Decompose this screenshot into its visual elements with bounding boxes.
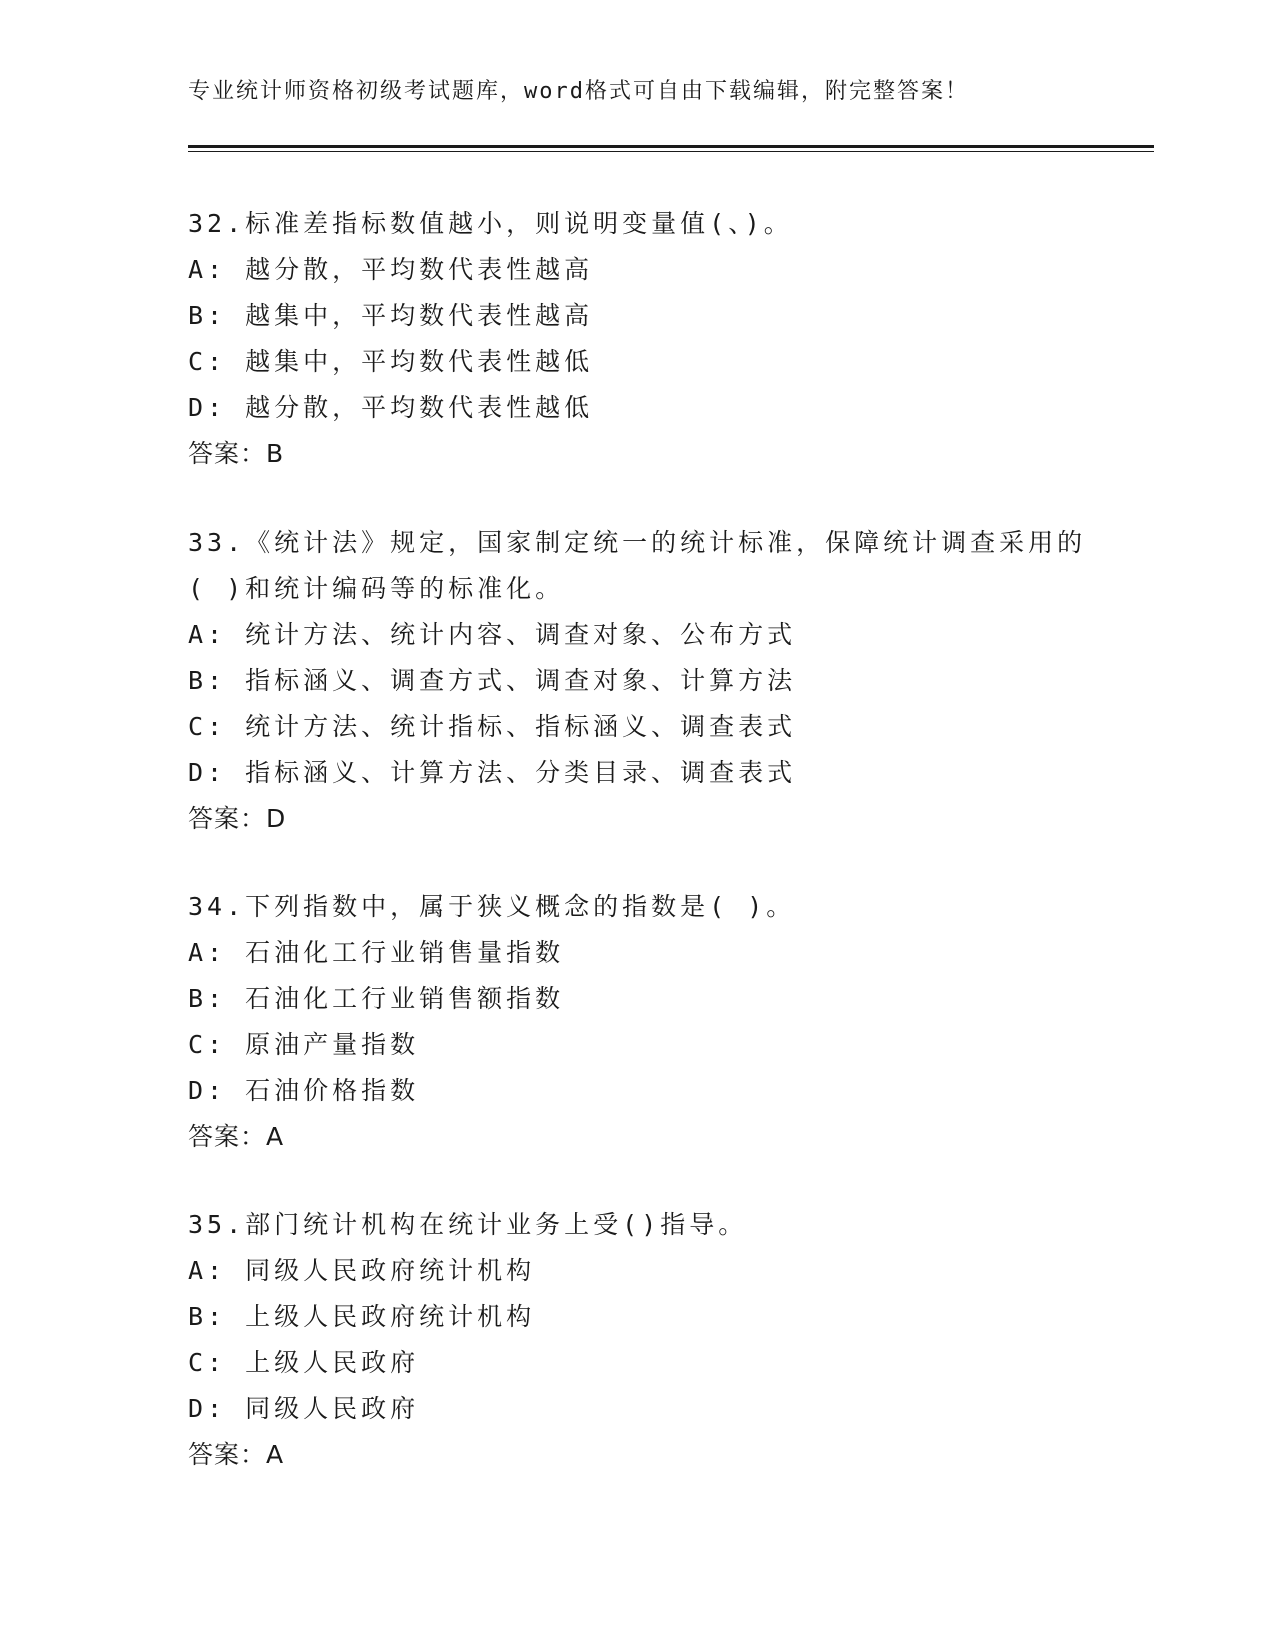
question-33 xyxy=(188,520,1148,842)
option-a: A: 越分散，平均数代表性越高 xyxy=(188,255,594,284)
option-c: C: 上级人民政府 xyxy=(188,1348,420,1377)
question-35 xyxy=(188,1202,1148,1478)
option-d: D: 同级人民政府 xyxy=(188,1394,420,1423)
question-stem: 34.下列指数中，属于狭义概念的指数是( )。 xyxy=(188,892,796,921)
option-d: D: 石油价格指数 xyxy=(188,1076,420,1105)
option-d: D: 越分散，平均数代表性越低 xyxy=(188,393,594,422)
question-stem: 33.《统计法》规定，国家制定统一的统计标准，保障统计调查采用的 xyxy=(188,528,1087,557)
option-b: B: 指标涵义、调查方式、调查对象、计算方法 xyxy=(188,666,797,695)
option-b: B: 越集中，平均数代表性越高 xyxy=(188,301,594,330)
answer-text: 答案：D xyxy=(188,804,287,833)
option-a: A: 石油化工行业销售量指数 xyxy=(188,938,565,967)
header-rule-thin xyxy=(188,151,1154,152)
question-stem: 32.标准差指标数值越小，则说明变量值(、)。 xyxy=(188,209,793,238)
question-34 xyxy=(188,884,1148,1160)
option-c: C: 统计方法、统计指标、指标涵义、调查表式 xyxy=(188,712,797,741)
question-32 xyxy=(188,201,1148,477)
question-stem-continued: ( )和统计编码等的标准化。 xyxy=(188,574,565,603)
question-stem: 35.部门统计机构在统计业务上受()指导。 xyxy=(188,1210,748,1239)
answer-text: 答案：B xyxy=(188,439,285,468)
option-a: A: 统计方法、统计内容、调查对象、公布方式 xyxy=(188,620,797,649)
option-c: C: 原油产量指数 xyxy=(188,1030,420,1059)
header-rule-thick xyxy=(188,145,1154,148)
option-b: B: 石油化工行业销售额指数 xyxy=(188,984,565,1013)
option-c: C: 越集中，平均数代表性越低 xyxy=(188,347,594,376)
option-b: B: 上级人民政府统计机构 xyxy=(188,1302,536,1331)
option-d: D: 指标涵义、计算方法、分类目录、调查表式 xyxy=(188,758,797,787)
option-a: A: 同级人民政府统计机构 xyxy=(188,1256,536,1285)
answer-text: 答案：A xyxy=(188,1440,285,1469)
answer-text: 答案：A xyxy=(188,1122,285,1151)
page-header: 专业统计师资格初级考试题库，word格式可自由下载编辑，附完整答案！ xyxy=(188,79,969,104)
